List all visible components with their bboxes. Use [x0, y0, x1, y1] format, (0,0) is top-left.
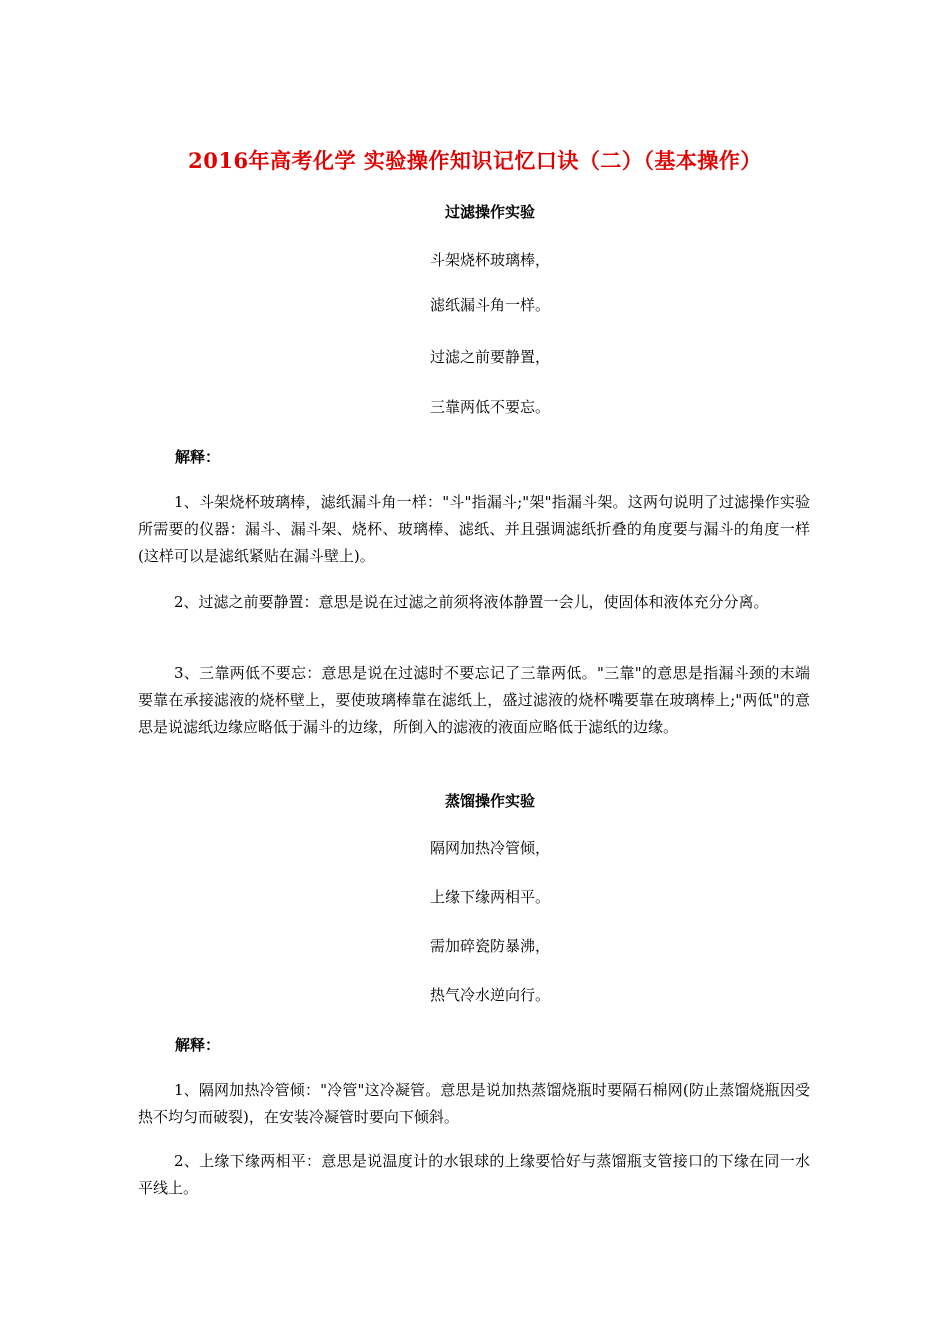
- explanation-label: 解释：: [175, 1036, 221, 1054]
- poem-line: 上缘下缘两相平。: [429, 888, 550, 906]
- poem-line: 隔网加热冷管倾，: [429, 839, 550, 857]
- poem-line: 斗架烧杯玻璃棒，: [429, 251, 550, 269]
- explanation-paragraph: 2、过滤之前要静置：意思是说在过滤之前须将液体静置一会儿，使固体和液体充分分离。: [174, 593, 769, 611]
- explanation-paragraph: 3、三靠两低不要忘：意思是说在过滤时不要忘记了三靠两低。"三靠"的意思是指漏斗颈的末端要靠在承接滤液的烧杯壁上，要使玻璃棒靠在滤纸上，盛过滤液的烧杯嘴要靠在玻璃棒上;"两低"的意思是说滤纸边缘应略低于漏斗的边缘，所倒入的滤液的液面应略低于滤纸的边缘。: [138, 664, 810, 736]
- poem-line: 热气冷水逆向行。: [429, 986, 550, 1004]
- explanation-label: 解释：: [175, 448, 221, 466]
- poem-line: 滤纸漏斗角一样。: [429, 296, 550, 314]
- poem-line: 需加碎瓷防暴沸，: [429, 937, 550, 955]
- explanation-paragraph: 1、斗架烧杯玻璃棒，滤纸漏斗角一样："斗"指漏斗;"架"指漏斗架。这两句说明了过滤操作实验所需要的仪器：漏斗、漏斗架、烧杯、玻璃棒、滤纸、并且强调滤纸折叠的角度要与漏斗的角度一样(这样可以是滤纸紧贴在漏斗壁上)。: [138, 493, 810, 565]
- poem-line: 过滤之前要静置，: [429, 348, 550, 366]
- section-heading-distillation: 蒸馏操作实验: [444, 792, 535, 810]
- poem-line: 三靠两低不要忘。: [429, 398, 550, 416]
- explanation-paragraph: 1、隔网加热冷管倾："冷管"这冷凝管。意思是说加热蒸馏烧瓶时要隔石棉网(防止蒸馏烧瓶因受热不均匀而破裂)，在安装冷凝管时要向下倾斜。: [138, 1081, 810, 1126]
- explanation-paragraph: 2、上缘下缘两相平：意思是说温度计的水银球的上缘要恰好与蒸馏瓶支管接口的下缘在同一水平线上。: [138, 1152, 810, 1197]
- section-heading-filtration: 过滤操作实验: [444, 203, 535, 221]
- document-title: 2016年高考化学 实验操作知识记忆口诀（二）（基本操作）: [188, 148, 762, 173]
